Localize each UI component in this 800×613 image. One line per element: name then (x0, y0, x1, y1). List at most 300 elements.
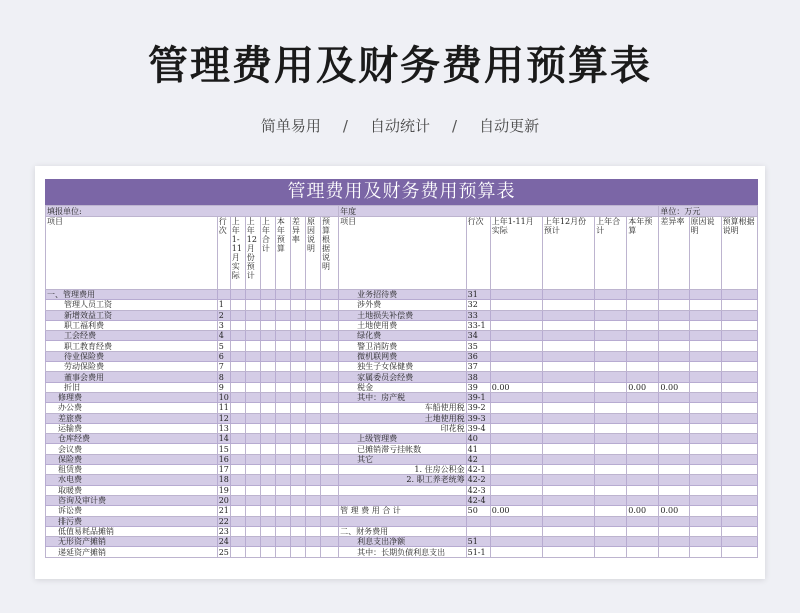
left-line-no-cell: 17 (218, 465, 229, 475)
left-value-cell (245, 454, 260, 464)
table-row (46, 465, 758, 475)
left-value-cell (275, 516, 290, 526)
col-header: 上年12月份预计 (245, 217, 260, 290)
right-value-cell (490, 526, 542, 536)
meta-row (46, 206, 758, 217)
table-row (46, 475, 758, 485)
right-value-cell: 0.00 (490, 382, 542, 392)
left-value-cell (245, 382, 260, 392)
right-value-cell (595, 547, 627, 557)
right-value-cell (689, 372, 721, 382)
right-value-cell (659, 310, 689, 320)
right-value-cell (721, 290, 757, 300)
budget-table (45, 205, 758, 558)
right-value-cell (659, 331, 689, 341)
left-value-cell (321, 362, 339, 372)
left-item-cell: 工会经费 (46, 331, 218, 341)
left-value-cell (321, 372, 339, 382)
left-line-no-cell: 10 (218, 393, 229, 403)
right-value-cell (542, 320, 594, 330)
right-value-cell (659, 392, 689, 402)
right-value-cell (627, 547, 659, 557)
table-row (46, 341, 758, 351)
col-header: 上年1-11月实际 (230, 217, 245, 290)
right-value-cell (689, 362, 721, 372)
left-value-cell (260, 382, 275, 392)
right-value-cell (627, 454, 659, 464)
right-value-cell (689, 310, 721, 320)
left-value-cell (245, 351, 260, 361)
left-value-cell (260, 537, 275, 547)
right-value-cell (659, 403, 689, 413)
right-value-cell (490, 537, 542, 547)
table-row (46, 300, 758, 310)
right-value-cell (659, 372, 689, 382)
left-value-cell (290, 526, 305, 536)
right-value-cell (627, 434, 659, 444)
left-value-cell (290, 475, 305, 485)
left-value-cell (230, 382, 245, 392)
left-value-cell (245, 444, 260, 454)
right-value-cell (659, 362, 689, 372)
left-value-cell (275, 351, 290, 361)
right-value-cell (689, 341, 721, 351)
left-value-cell (290, 413, 305, 423)
right-value-cell (721, 310, 757, 320)
right-value-cell (721, 495, 757, 505)
left-value-cell (321, 351, 339, 361)
left-value-cell (290, 495, 305, 505)
right-value-cell (689, 351, 721, 361)
right-value-cell (721, 537, 757, 547)
right-line-no-cell: 34 (466, 331, 490, 341)
left-line-no-cell: 5 (217, 341, 230, 351)
right-value-cell (595, 372, 627, 382)
right-value-cell (689, 392, 721, 402)
left-value-cell (230, 454, 245, 464)
right-line-no-cell: 33 (466, 310, 490, 320)
right-item-cell: 上级管理费 (339, 434, 467, 444)
right-value-cell (627, 423, 659, 433)
right-value-cell: 0.00 (627, 382, 659, 392)
right-line-no-cell: 51 (466, 537, 490, 547)
right-value-cell (595, 475, 627, 485)
left-value-cell (290, 372, 305, 382)
right-item-cell: 业务招待费 (339, 290, 467, 300)
left-value-cell (290, 485, 305, 495)
left-item-cell: 排污费 (46, 516, 218, 526)
left-value-cell (230, 506, 245, 516)
right-item-cell: 涉外费 (339, 300, 467, 310)
left-value-cell (275, 382, 290, 392)
right-value-cell (627, 372, 659, 382)
right-line-no-cell: 38 (466, 372, 490, 382)
right-value-cell: 0.00 (627, 506, 659, 516)
right-value-cell (659, 351, 689, 361)
right-value-cell (490, 434, 542, 444)
left-value-cell (230, 475, 245, 485)
right-value-cell (659, 475, 689, 485)
left-value-cell (275, 331, 290, 341)
right-value-cell (490, 475, 542, 485)
right-item-cell: 土地使用税 (339, 413, 467, 423)
left-item-cell: 一、管理费用 (46, 290, 218, 300)
left-value-cell (260, 465, 275, 475)
right-value-cell (689, 454, 721, 464)
col-header: 预算根据说明 (321, 217, 339, 290)
tag-separator: / (342, 117, 348, 135)
left-value-cell (260, 485, 275, 495)
left-line-no-cell: 14 (218, 434, 229, 444)
left-item-cell: 取暖费 (46, 485, 218, 495)
right-value-cell (542, 495, 594, 505)
table-row (46, 351, 758, 361)
left-value-cell (290, 537, 305, 547)
right-value-cell (659, 526, 689, 536)
left-value-cell (305, 392, 320, 402)
left-item-cell: 折旧 (46, 382, 218, 392)
right-line-no-cell: 39-1 (466, 392, 490, 402)
left-value-cell (321, 485, 339, 495)
left-value-cell (305, 526, 320, 536)
left-item-cell: 递延资产摊销 (46, 547, 218, 557)
left-value-cell (230, 413, 245, 423)
tag-auto-update: 自动更新 (479, 117, 540, 135)
left-value-cell (230, 372, 245, 382)
right-item-cell: 独生子女保健费 (339, 362, 467, 372)
right-value-cell (627, 351, 659, 361)
right-value-cell (542, 526, 594, 536)
left-item-cell: 咨询及审计费 (46, 495, 218, 505)
right-value-cell (689, 526, 721, 536)
right-value-cell (689, 506, 721, 516)
right-value-cell (721, 403, 757, 413)
right-value-cell (595, 444, 627, 454)
left-item-cell: 职工教育经费 (46, 341, 218, 351)
table-row (46, 485, 758, 495)
left-value-cell (321, 290, 339, 300)
left-value-cell (290, 423, 305, 433)
left-value-cell (245, 547, 260, 557)
left-value-cell (230, 465, 245, 475)
right-value-cell (595, 495, 627, 505)
right-item-cell: 其中：房产税 (339, 392, 467, 402)
table-row (46, 382, 758, 392)
left-value-cell (321, 454, 339, 464)
right-item-cell: 其它 (339, 454, 467, 464)
col-header: 上年合计 (260, 217, 275, 290)
left-line-no-cell: 21 (218, 506, 229, 516)
left-value-cell (321, 300, 339, 310)
left-value-cell (245, 331, 260, 341)
left-value-cell (305, 423, 320, 433)
left-value-cell (321, 310, 339, 320)
left-item-cell: 保险费 (46, 454, 218, 464)
right-value-cell (659, 547, 689, 557)
right-value-cell (627, 413, 659, 423)
right-value-cell (689, 475, 721, 485)
left-item-cell: 职工福利费 (46, 320, 218, 330)
right-value-cell (721, 392, 757, 402)
right-value-cell (627, 362, 659, 372)
left-value-cell (245, 506, 260, 516)
right-line-no-cell: 42-4 (466, 495, 490, 505)
left-value-cell (321, 382, 339, 392)
right-value-cell (595, 465, 627, 475)
right-item-cell: 土地损失补偿费 (339, 310, 467, 320)
left-line-no-cell: 8 (217, 372, 230, 382)
left-value-cell (230, 485, 245, 495)
right-value-cell (627, 485, 659, 495)
left-value-cell (290, 392, 305, 402)
left-value-cell (260, 475, 275, 485)
left-value-cell (321, 444, 339, 454)
right-value-cell (659, 341, 689, 351)
left-value-cell (290, 351, 305, 361)
right-line-no-cell: 41 (466, 444, 490, 454)
right-value-cell (542, 392, 594, 402)
page-title: 管理费用及财务费用预算表 (148, 43, 652, 89)
right-value-cell (721, 320, 757, 330)
left-item-cell: 低值易耗品摊销 (46, 526, 218, 536)
right-value-cell (595, 341, 627, 351)
left-value-cell (245, 290, 260, 300)
left-value-cell (321, 403, 339, 413)
right-value-cell (595, 392, 627, 402)
left-value-cell (245, 434, 260, 444)
left-value-cell (275, 454, 290, 464)
right-value-cell (721, 331, 757, 341)
table-row (46, 413, 758, 423)
left-item-cell: 诉讼费 (46, 506, 218, 516)
left-value-cell (275, 506, 290, 516)
right-value-cell (721, 485, 757, 495)
right-value-cell (627, 465, 659, 475)
left-line-no-cell: 1 (217, 300, 230, 310)
right-value-cell (490, 351, 542, 361)
col-header: 项目 (46, 217, 218, 290)
right-value-cell (721, 475, 757, 485)
left-value-cell (260, 403, 275, 413)
col-header: 上年1-11月实际 (490, 217, 542, 290)
left-value-cell (321, 475, 339, 485)
right-value-cell (595, 310, 627, 320)
right-value-cell: 0.00 (490, 506, 542, 516)
col-header: 行次 (217, 217, 230, 290)
left-value-cell (290, 434, 305, 444)
left-value-cell (275, 362, 290, 372)
right-value-cell (542, 465, 594, 475)
right-value-cell (721, 434, 757, 444)
left-value-cell (275, 300, 290, 310)
left-value-cell (275, 547, 290, 557)
right-value-cell (490, 320, 542, 330)
col-header: 原因说明 (689, 217, 721, 290)
right-value-cell (542, 516, 594, 526)
left-value-cell (260, 310, 275, 320)
right-value-cell (595, 320, 627, 330)
left-value-cell (245, 537, 260, 547)
right-value-cell (721, 547, 757, 557)
right-value-cell (595, 362, 627, 372)
left-value-cell (260, 372, 275, 382)
right-value-cell (542, 423, 594, 433)
left-value-cell (290, 341, 305, 351)
right-value-cell (490, 423, 542, 433)
left-value-cell (230, 444, 245, 454)
left-item-cell: 水电费 (46, 475, 218, 485)
left-value-cell (305, 382, 320, 392)
right-line-no-cell: 42-1 (466, 465, 490, 475)
right-value-cell (490, 310, 542, 320)
right-value-cell (689, 423, 721, 433)
left-line-no-cell: 20 (218, 496, 229, 506)
left-value-cell (305, 403, 320, 413)
left-value-cell (275, 444, 290, 454)
right-line-no-cell: 33-1 (466, 320, 490, 330)
right-value-cell (689, 485, 721, 495)
right-value-cell (627, 341, 659, 351)
right-value-cell (721, 372, 757, 382)
left-line-no-cell: 22 (218, 516, 229, 526)
right-item-cell: 1. 住房公积金 (339, 465, 467, 475)
right-value-cell (490, 362, 542, 372)
left-value-cell (275, 392, 290, 402)
left-value-cell (245, 413, 260, 423)
left-value-cell (230, 434, 245, 444)
left-value-cell (321, 341, 339, 351)
col-header: 原因说明 (305, 217, 320, 290)
left-value-cell (290, 290, 305, 300)
right-value-cell (595, 423, 627, 433)
right-value-cell (689, 516, 721, 526)
left-value-cell (245, 423, 260, 433)
table-row (46, 454, 758, 464)
right-value-cell (659, 444, 689, 454)
right-line-no-cell (466, 526, 490, 536)
left-value-cell (275, 485, 290, 495)
table-row (46, 320, 758, 330)
right-value-cell (490, 485, 542, 495)
left-value-cell (230, 403, 245, 413)
right-value-cell (542, 403, 594, 413)
left-value-cell (260, 434, 275, 444)
col-header: 行次 (466, 217, 490, 290)
left-value-cell (305, 351, 320, 361)
right-value-cell (542, 537, 594, 547)
left-value-cell (260, 320, 275, 330)
right-value-cell (659, 454, 689, 464)
right-value-cell (689, 537, 721, 547)
right-line-no-cell (466, 516, 490, 526)
right-item-cell: 绿化费 (339, 331, 467, 341)
left-value-cell (290, 516, 305, 526)
right-value-cell (721, 413, 757, 423)
right-value-cell (659, 423, 689, 433)
left-value-cell (230, 362, 245, 372)
left-value-cell (230, 331, 245, 341)
left-value-cell (305, 300, 320, 310)
col-header: 上年合计 (595, 217, 627, 290)
right-line-no-cell: 32 (466, 300, 490, 310)
right-value-cell (721, 506, 757, 516)
left-value-cell (275, 403, 290, 413)
left-item-cell: 劳动保险费 (46, 362, 218, 372)
right-value-cell (689, 444, 721, 454)
right-value-cell (627, 320, 659, 330)
right-value-cell (542, 434, 594, 444)
right-line-no-cell: 42-3 (466, 485, 490, 495)
table-row (46, 423, 758, 433)
table-row (46, 331, 758, 341)
table-row (46, 290, 758, 300)
col-header: 本年预算 (627, 217, 659, 290)
left-line-no-cell: 3 (217, 320, 230, 330)
left-value-cell (230, 526, 245, 536)
col-header: 预算根据说明 (721, 217, 757, 290)
right-line-no-cell: 40 (466, 434, 490, 444)
right-value-cell (627, 403, 659, 413)
left-value-cell (305, 506, 320, 516)
left-line-no-cell: 9 (217, 382, 230, 392)
left-value-cell (321, 495, 339, 505)
table-row (46, 506, 758, 516)
left-line-no-cell: 13 (218, 424, 229, 433)
right-line-no-cell: 39 (466, 382, 490, 392)
left-item-cell: 新增效益工资 (46, 310, 218, 320)
left-line-no-cell: 18 (218, 475, 229, 485)
right-line-no-cell: 31 (466, 290, 490, 300)
left-value-cell (275, 372, 290, 382)
left-value-cell (305, 485, 320, 495)
left-value-cell (321, 465, 339, 475)
right-value-cell (542, 413, 594, 423)
left-value-cell (230, 300, 245, 310)
left-line-no-cell: 6 (217, 351, 230, 361)
right-value-cell (689, 331, 721, 341)
left-value-cell (260, 526, 275, 536)
right-line-no-cell: 42 (466, 454, 490, 464)
right-value-cell (595, 526, 627, 536)
left-value-cell (275, 495, 290, 505)
right-value-cell (689, 320, 721, 330)
left-line-no-cell: 12 (218, 413, 229, 423)
right-item-cell: 土地使用费 (339, 320, 467, 330)
right-item-cell: 二、财务费用 (339, 526, 467, 536)
left-value-cell (275, 341, 290, 351)
right-value-cell (627, 331, 659, 341)
left-value-cell (290, 547, 305, 557)
left-value-cell (230, 320, 245, 330)
left-item-cell: 无形资产摊销 (46, 537, 218, 547)
right-value-cell (595, 351, 627, 361)
table-row (46, 372, 758, 382)
left-value-cell (290, 382, 305, 392)
left-value-cell (305, 495, 320, 505)
left-value-cell (290, 310, 305, 320)
right-value-cell (721, 526, 757, 536)
right-value-cell (659, 516, 689, 526)
right-value-cell (689, 413, 721, 423)
right-value-cell (542, 372, 594, 382)
left-value-cell (305, 341, 320, 351)
right-value-cell (721, 341, 757, 351)
left-value-cell (275, 413, 290, 423)
left-value-cell (230, 495, 245, 505)
right-value-cell (689, 403, 721, 413)
year-label: 年度 (339, 206, 659, 217)
left-value-cell (260, 495, 275, 505)
